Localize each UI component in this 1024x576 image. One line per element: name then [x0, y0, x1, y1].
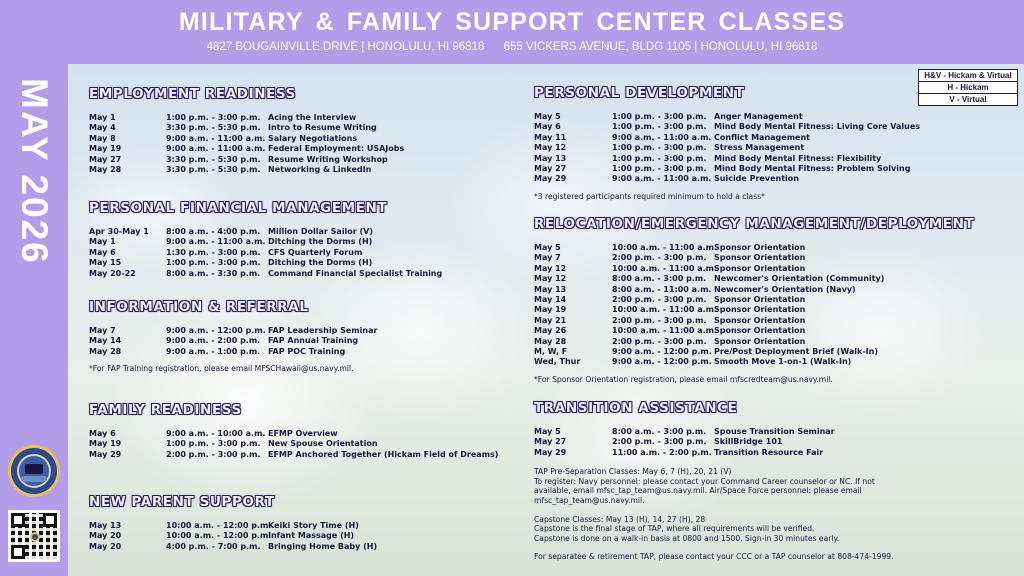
class-date: May 13	[534, 153, 567, 163]
class-time: 9:00 a.m. - 11:00 a.m.	[612, 174, 712, 184]
class-date: Apr 30-May 1	[89, 227, 149, 236]
class-date: May 19	[534, 305, 567, 315]
class-name: Federal Employment: USAJobs	[268, 144, 405, 154]
section-financial	[89, 200, 442, 279]
capstone-line: Capstone is done on a walk-in basis at 0800 and 1500. Sign-in 30 minutes early.	[534, 533, 840, 543]
section-title: TRANSITION ASSISTANCE	[534, 400, 738, 416]
class-name: CFS Quarterly Forum	[268, 247, 363, 257]
tap-line: To register: Navy personnel: please contact your Command Career counselor or NC. If not	[534, 476, 875, 486]
class-date: May 6	[89, 429, 116, 438]
class-row	[534, 285, 974, 295]
class-row	[89, 450, 498, 460]
class-name: Ditching the Dorms (H)	[268, 258, 373, 268]
class-time: 10:00 a.m. - 12:00 p.m.	[166, 531, 272, 541]
minimum-participants-note: *3 registered participants required minimum to hold a class*	[534, 191, 765, 201]
class-row	[534, 326, 974, 336]
class-name: Sponsor Orientation	[714, 263, 806, 273]
class-time: 1:00 p.m. - 3:00 p.m.	[612, 143, 707, 153]
class-time: 1:00 p.m. - 3:00 p.m.	[612, 164, 707, 174]
class-time: 9:00 a.m. - 10:00 a.m.	[166, 429, 266, 438]
class-time: 3:30 p.m. - 5:30 p.m.	[166, 165, 261, 175]
class-date: May 12	[534, 143, 567, 153]
class-date: May 19	[89, 439, 122, 449]
section-personal-development	[534, 85, 920, 201]
section-title: NEW PARENT SUPPORT	[89, 494, 275, 510]
class-date: May 27	[89, 154, 122, 164]
class-date: May 21	[534, 315, 567, 325]
tap-line: TAP Pre-Separation Classes: May 6, 7 (H), 20, 21 (V)	[534, 467, 732, 477]
class-time: 9:00 a.m. - 11:00 a.m.	[612, 132, 712, 142]
class-list	[89, 326, 377, 357]
class-row	[89, 248, 442, 258]
section-transition-assistance	[534, 400, 894, 562]
class-row	[534, 448, 894, 458]
class-name: Intro to Resume Writing	[268, 123, 377, 133]
class-name: Networking & LinkedIn	[268, 165, 372, 175]
class-name: Stress Management	[714, 143, 805, 153]
class-list	[534, 427, 894, 458]
class-date: May 14	[89, 336, 122, 346]
class-date: May 28	[89, 346, 122, 356]
class-date: M, W, F	[534, 347, 568, 357]
class-list	[89, 521, 377, 552]
class-name: Spouse Transition Seminar	[714, 427, 835, 436]
class-date: May 8	[89, 133, 116, 143]
class-time: 9:00 a.m. - 2:00 p.m.	[166, 336, 261, 346]
class-date: May 6	[89, 247, 116, 257]
class-name: FAP Annual Training	[268, 336, 359, 346]
class-date: May 28	[89, 165, 122, 175]
class-name: Mind Body Mental Fitness: Living Core Values	[714, 122, 921, 132]
section-title: FAMILY READINESS	[89, 402, 242, 418]
class-time: 9:00 a.m. - 11:00 a.m.	[166, 133, 266, 143]
class-row	[89, 258, 442, 268]
class-time: 1:00 p.m. - 3:00 p.m.	[612, 153, 707, 163]
class-name: New Spouse Orientation	[268, 439, 378, 449]
class-name: Conflict Management	[714, 132, 810, 142]
class-name: Suicide Prevention	[714, 174, 799, 184]
sponsor-registration-note: *For Sponsor Orientation registration, please email mfscredteam@us.navy.mil.	[534, 374, 833, 384]
class-row	[534, 357, 974, 367]
class-date: May 20	[89, 531, 122, 541]
class-time: 10:00 a.m. - 11:00 a.m.	[612, 263, 718, 273]
class-time: 1:30 p.m. - 3:00 p.m.	[166, 247, 261, 257]
class-name: Ditching the Dorms (H)	[268, 237, 373, 247]
class-date: May 5	[534, 243, 561, 252]
class-row	[89, 165, 404, 175]
class-row	[89, 123, 404, 133]
section-employment	[89, 86, 404, 175]
page-title: MILITARY & FAMILY SUPPORT CENTER CLASSES	[178, 8, 846, 36]
class-time: 2:00 p.m. - 3:00 p.m.	[612, 437, 707, 447]
class-name: Sponsor Orientation	[714, 243, 806, 252]
class-time: 4:00 p.m. - 7:00 p.m.	[166, 541, 261, 551]
class-row	[534, 164, 920, 174]
class-row	[534, 143, 920, 153]
class-row	[534, 347, 974, 357]
class-time: 10:00 a.m. - 11:00 a.m.	[612, 305, 718, 315]
class-date: May 11	[534, 132, 567, 142]
class-date: May 13	[534, 284, 567, 294]
header-addresses	[0, 41, 1024, 53]
class-date: May 13	[89, 521, 122, 530]
class-row	[89, 326, 377, 336]
class-name: Infant Massage (H)	[268, 531, 355, 541]
class-date: May 7	[534, 253, 561, 263]
class-row	[89, 439, 498, 449]
class-row	[534, 337, 974, 347]
section-title: PERSONAL FINANCIAL MANAGEMENT	[89, 200, 388, 216]
class-name: Sponsor Orientation	[714, 295, 806, 305]
class-time: 1:00 p.m. - 3:00 p.m.	[166, 439, 261, 449]
class-time: 1:00 p.m. - 3:00 p.m.	[166, 258, 261, 268]
class-time: 9:00 a.m. - 12:00 p.m.	[166, 326, 266, 335]
address-2: 655 VICKERS AVENUE, BLDG 1105 | HONOLULU, HI 96818	[503, 41, 818, 53]
class-time: 11:00 a.m. - 2:00 p.m.	[612, 447, 712, 457]
class-date: May 4	[89, 123, 116, 133]
class-name: EFMP Overview	[268, 429, 338, 438]
class-time: 9:00 a.m. - 1:00 p.m.	[166, 346, 261, 356]
qr-code[interactable]	[8, 510, 60, 562]
class-row	[89, 542, 377, 552]
class-name: Transition Resource Fair	[714, 447, 824, 457]
section-title: RELOCATION/EMERGENCY MANAGEMENT/DEPLOYMENT	[534, 216, 975, 232]
section-relocation	[534, 216, 974, 384]
class-date: May 19	[89, 144, 122, 154]
class-row	[534, 174, 920, 184]
class-time: 1:00 p.m. - 3:00 p.m.	[166, 113, 261, 122]
legend-item: H&V - Hickam & Virtual	[919, 70, 1017, 82]
class-date: May 1	[89, 237, 116, 247]
class-list	[534, 112, 920, 185]
class-row	[534, 316, 974, 326]
tap-line: mfsc_tap_team@us.navy.mil.	[534, 496, 645, 505]
class-name: Newcomer's Orientation (Community)	[714, 274, 885, 284]
class-name: Sponsor Orientation	[714, 305, 806, 315]
class-date: May 20-22	[89, 268, 136, 278]
class-time: 9:00 a.m. - 11:00 a.m.	[166, 237, 266, 247]
class-time: 2:00 p.m. - 3:00 p.m.	[612, 315, 707, 325]
class-date: May 1	[89, 113, 116, 122]
header-banner	[0, 0, 1024, 64]
class-row	[89, 531, 377, 541]
class-date: May 29	[534, 174, 567, 184]
class-date: May 12	[534, 274, 567, 284]
class-row	[89, 227, 442, 237]
class-row	[534, 264, 974, 274]
class-name: Sponsor Orientation	[714, 336, 806, 346]
class-row	[534, 305, 974, 315]
class-name: SkillBridge 101	[714, 437, 783, 447]
class-time: 8:00 a.m. - 3:00 p.m.	[612, 427, 707, 436]
class-row	[534, 427, 894, 437]
class-time: 1:00 p.m. - 3:00 p.m.	[612, 112, 707, 121]
class-date: May 12	[534, 263, 567, 273]
class-row	[534, 133, 920, 143]
section-information-referral	[89, 299, 377, 373]
class-time: 9:00 a.m. - 12:00 p.m.	[612, 347, 712, 357]
class-time: 8:00 a.m. - 3:00 p.m.	[612, 274, 707, 284]
class-row	[89, 134, 404, 144]
class-date: May 29	[89, 449, 122, 459]
class-time: 3:30 p.m. - 5:30 p.m.	[166, 123, 261, 133]
class-date: May 29	[534, 447, 567, 457]
section-title: EMPLOYMENT READINESS	[89, 86, 296, 102]
class-time: 8:00 a.m. - 11:00 a.m.	[612, 284, 712, 294]
class-list	[534, 243, 974, 368]
class-date: May 20	[89, 541, 122, 551]
class-row	[89, 144, 404, 154]
class-time: 3:30 p.m. - 5:30 p.m.	[166, 154, 261, 164]
class-list	[89, 429, 498, 460]
class-date: May 5	[534, 112, 561, 121]
class-row	[534, 274, 974, 284]
class-time: 2:00 p.m. - 3:00 p.m.	[166, 449, 261, 459]
class-name: Pre/Post Deployment Brief (Walk-In)	[714, 347, 878, 357]
class-name: Sponsor Orientation	[714, 253, 806, 263]
class-date: May 27	[534, 164, 567, 174]
class-name: Command Financial Specialist Training	[268, 268, 443, 278]
class-date: May 27	[534, 437, 567, 447]
class-row	[89, 113, 404, 123]
class-time: 10:00 a.m. - 12:00 p.m.	[166, 521, 272, 530]
class-name: Keiki Story Time (H)	[268, 521, 359, 530]
capstone-line: Capstone is the final stage of TAP, where all requirements will be verified.	[534, 524, 815, 534]
class-date: May 6	[534, 122, 561, 132]
class-time: 2:00 p.m. - 3:00 p.m.	[612, 295, 707, 305]
section-title: PERSONAL DEVELOPMENT	[534, 85, 745, 101]
fap-registration-note: *For FAP Training registration, please email MFSCHawaii@us.navy.mil.	[89, 364, 354, 374]
class-row	[534, 243, 974, 253]
tap-info	[534, 467, 894, 505]
class-name: Newcomer's Orientation (Navy)	[714, 284, 856, 294]
class-time: 1:00 p.m. - 3:00 p.m.	[612, 122, 707, 132]
class-row	[534, 437, 894, 447]
class-row	[534, 295, 974, 305]
class-date: May 7	[89, 326, 116, 335]
class-row	[89, 336, 377, 346]
capstone-info	[534, 515, 894, 544]
class-row	[89, 347, 377, 357]
address-1: 4827 BOUGAINVILLE DRIVE | HONOLULU, HI 96818	[206, 41, 485, 53]
class-name: Million Dollar Sailor (V)	[268, 227, 374, 236]
class-name: Bringing Home Baby (H)	[268, 541, 378, 551]
month-label: MAY 2026	[14, 78, 55, 265]
class-time: 8:00 a.m. - 3:30 p.m.	[166, 268, 261, 278]
class-list	[89, 227, 442, 279]
class-name: Mind Body Mental Fitness: Flexibility	[714, 153, 882, 163]
class-name: Resume Writing Workshop	[268, 154, 388, 164]
class-name: Acing the Interview	[268, 113, 357, 122]
class-list	[89, 113, 404, 175]
class-name: Sponsor Orientation	[714, 315, 806, 325]
class-date: May 26	[534, 326, 567, 336]
class-name: FAP POC Training	[268, 346, 346, 356]
class-time: 9:00 a.m. - 11:00 a.m.	[166, 144, 266, 154]
section-new-parent-support	[89, 494, 377, 552]
legend-item: V - Virtual	[949, 95, 987, 104]
class-row	[89, 237, 442, 247]
class-name: Salary Negotiations	[268, 133, 358, 143]
section-family-readiness	[89, 402, 498, 460]
class-row	[534, 154, 920, 164]
class-row	[89, 269, 442, 279]
class-time: 9:00 a.m. - 12:00 p.m.	[612, 357, 712, 367]
legend-item: H - Hickam	[919, 82, 1017, 94]
capstone-line: Capstone Classes: May 13 (H), 14, 27 (H), 28	[534, 514, 706, 524]
class-row	[89, 429, 498, 439]
class-row	[89, 155, 404, 165]
class-name: FAP Leadership Seminar	[268, 326, 378, 335]
navy-seal-logo	[8, 445, 60, 497]
class-date: May 28	[534, 336, 567, 346]
class-date: May 5	[534, 427, 561, 436]
class-time: 2:00 p.m. - 3:00 p.m.	[612, 253, 707, 263]
tap-line: available, email mfsc_tap_team@us.navy.mil. Air/Space Force personnel: please email	[534, 486, 862, 496]
class-time: 10:00 a.m. - 11:00 a.m.	[612, 326, 718, 336]
class-name: Mind Body Mental Fitness: Problem Solving	[714, 164, 911, 174]
class-row	[534, 253, 974, 263]
location-legend	[918, 69, 1018, 106]
class-time: 8:00 a.m. - 4:00 p.m.	[166, 227, 261, 236]
class-row	[89, 521, 377, 531]
class-time: 2:00 p.m. - 3:00 p.m.	[612, 336, 707, 346]
class-time: 10:00 a.m. - 11:00 a.m.	[612, 243, 718, 252]
class-name: Anger Management	[714, 112, 803, 121]
class-name: EFMP Anchored Together (Hickam Field of Dreams)	[268, 449, 499, 459]
class-name: Sponsor Orientation	[714, 326, 806, 336]
class-row	[534, 112, 920, 122]
class-date: May 15	[89, 258, 122, 268]
class-row	[534, 122, 920, 132]
class-name: Smooth Move 1-on-1 (Walk-In)	[714, 357, 852, 367]
tap-counselor-contact: For separatee & retirement TAP, please contact your CCC or a TAP counselor at 808-474-1999.	[534, 552, 894, 562]
class-date: May 14	[534, 295, 567, 305]
class-date: Wed, Thur	[534, 357, 581, 367]
section-title: INFORMATION & REFERRAL	[89, 299, 309, 315]
